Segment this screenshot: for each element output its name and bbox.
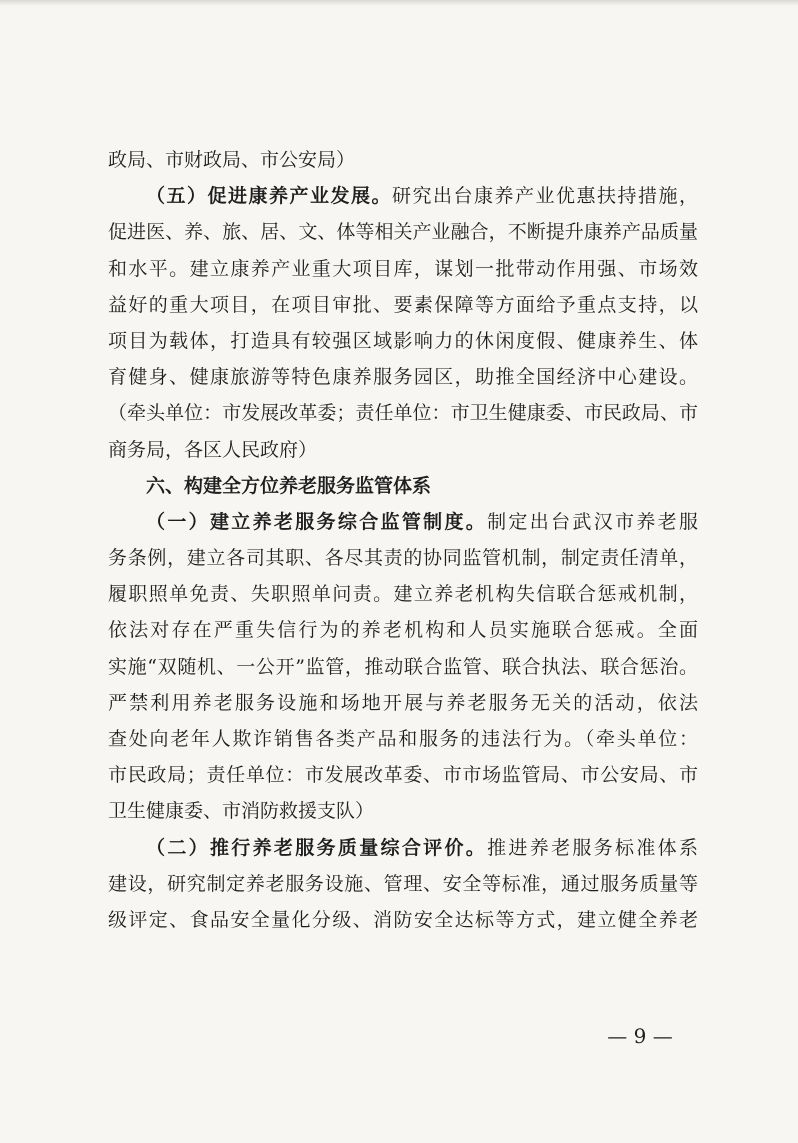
text-line: 政局、市财政局、市公安局） [108, 149, 356, 171]
text-line: 育健身、健康旅游等特色康养服务园区，助推全国经济中心建设。 [108, 366, 698, 389]
paragraph-start: （一）建立养老服务综合监管制度。制定出台武汉市养老服 [146, 510, 698, 533]
item-heading: （一）建立养老服务综合监管制度。 [146, 510, 488, 533]
item-heading: （五）促进康养产业发展。 [146, 185, 392, 208]
text-line: 卫生健康委、市消防救援支队） [108, 800, 375, 823]
document-body [108, 142, 698, 938]
text-line: 严禁利用养老服务设施和场地开展与养老服务无关的活动，依法 [108, 691, 698, 714]
item-heading: （二）推行养老服务质量综合评价。 [146, 836, 488, 859]
paragraph-start: （二）推行养老服务质量综合评价。推进养老服务标准体系 [146, 836, 698, 859]
section-heading: 六、构建全方位养老服务监管体系 [146, 474, 432, 497]
text-line: 和水平。建立康养产业重大项目库，谋划一批带动作用强、市场效 [108, 257, 698, 280]
text-line: 益好的重大项目，在项目审批、要素保障等方面给予重点支持，以 [108, 293, 698, 316]
text-line: （牵头单位：市发展改革委；责任单位：市卫生健康委、市民政局、市 [108, 402, 698, 425]
text-line: 务条例，建立各司其职、各尽其责的协同监管机制，制定责任清单， [108, 547, 698, 570]
text-line: 市民政局；责任单位：市发展改革委、市市场监管局、市公安局、市 [108, 764, 698, 787]
text-line: 商务局，各区人民政府） [108, 438, 318, 461]
scan-top-edge [0, 0, 798, 6]
text-line: 促进医、养、旅、居、文、体等相关产业融合，不断提升康养产品质量 [108, 221, 698, 244]
text-line: 依法对存在严重失信行为的养老机构和人员实施联合惩戒。全面 [108, 619, 698, 642]
text-line: 履职照单免责、失职照单问责。建立养老机构失信联合惩戒机制， [108, 583, 698, 606]
text-line: 实施“双随机、一公开”监管，推动联合监管、联合执法、联合惩治。 [108, 655, 698, 678]
page-number: — 9 — [607, 1024, 673, 1048]
text-line: 建设，研究制定养老服务设施、管理、安全等标准，通过服务质量等 [108, 872, 698, 895]
text-line: 项目为载体，打造具有较强区域影响力的休闲度假、健康养生、体 [108, 329, 698, 352]
text-line: 查处向老年人欺诈销售各类产品和服务的违法行为。（牵头单位： [108, 728, 698, 750]
text-line: 级评定、食品安全量化分级、消防安全达标等方式，建立健全养老 [108, 908, 698, 931]
paragraph-start: （五）促进康养产业发展。研究出台康养产业优惠扶持措施， [146, 185, 698, 208]
